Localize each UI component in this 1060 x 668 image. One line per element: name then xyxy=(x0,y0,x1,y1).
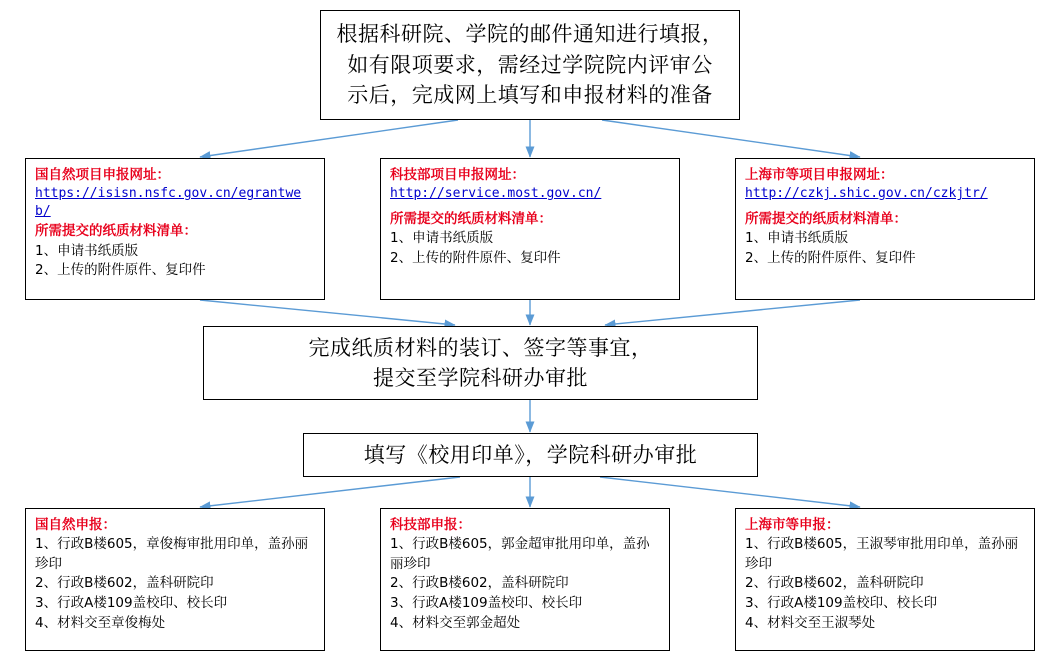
mid-box-1-line-1: 完成纸质材料的装订、签字等事宜， xyxy=(308,335,653,360)
site-3-item-2: 2、上传的附件原件、复印件 xyxy=(745,249,916,266)
site-3-url[interactable]: http://czkj.shic.gov.cn/czkjtr/ xyxy=(745,186,988,202)
declare-3-item-1: 1、行政B楼605，王淑琴审批用印单，盖孙丽珍印 xyxy=(745,536,1019,572)
top-instruction-box xyxy=(320,10,740,120)
site-2-subtitle: 所需提交的纸质材料清单： xyxy=(390,210,552,227)
declare-1-title: 国自然申报： xyxy=(35,517,116,533)
site-1-title: 国自然项目申报网址： xyxy=(35,167,170,183)
declare-2-item-4: 4、材料交至郭金超处 xyxy=(390,614,521,631)
site-1-url[interactable]: https://isisn.nsfc.gov.cn/egrantweb/ xyxy=(35,186,302,219)
arrow-mid2-to-declare3 xyxy=(600,477,860,507)
site-3-item-1: 1、申请书纸质版 xyxy=(745,230,849,247)
top-box-line-3: 示后，完成网上填写和申报材料的准备 xyxy=(347,83,713,108)
declare-1-item-4: 4、材料交至章俊梅处 xyxy=(35,614,166,631)
site-3-title: 上海市等项目申报网址： xyxy=(745,167,894,183)
site-3-spacer xyxy=(745,203,1026,208)
declare-3-item-4: 4、材料交至王淑琴处 xyxy=(745,614,876,631)
site-box-kejibu xyxy=(380,158,680,300)
declare-2-item-2: 2、行政B楼602，盖科研院印 xyxy=(390,575,569,592)
declare-3-title: 上海市等申报： xyxy=(745,517,840,533)
arrow-mid2-to-declare1 xyxy=(200,477,460,507)
site-1-subtitle: 所需提交的纸质材料清单： xyxy=(35,223,197,240)
mid-box-binding-signature xyxy=(203,326,758,400)
site-2-title: 科技部项目申报网址： xyxy=(390,167,525,183)
site-1-item-2: 2、上传的附件原件、复印件 xyxy=(35,262,206,279)
declare-3-item-3: 3、行政A楼109盖校印、校长印 xyxy=(745,594,938,611)
site-1-item-1: 1、申请书纸质版 xyxy=(35,242,139,259)
declare-2-item-1: 1、行政B楼605，郭金超审批用印单，盖孙丽珍印 xyxy=(390,536,650,572)
declare-1-item-3: 3、行政A楼109盖校印、校长印 xyxy=(35,594,228,611)
declare-1-item-2: 2、行政B楼602，盖科研院印 xyxy=(35,575,214,592)
mid-box-seal-form xyxy=(303,433,758,477)
arrow-site3-to-mid1 xyxy=(605,300,860,325)
arrow-top-to-site3 xyxy=(602,120,860,157)
declare-box-shanghai xyxy=(735,508,1035,651)
site-2-item-2: 2、上传的附件原件、复印件 xyxy=(390,249,561,266)
declare-3-item-2: 2、行政B楼602，盖科研院印 xyxy=(745,575,924,592)
arrow-site1-to-mid1 xyxy=(200,300,455,325)
site-box-shanghai xyxy=(735,158,1035,300)
site-3-subtitle: 所需提交的纸质材料清单： xyxy=(745,210,907,227)
declare-box-guozi-ran xyxy=(25,508,325,651)
top-box-line-1: 根据科研院、学院的邮件通知进行填报， xyxy=(336,22,724,47)
site-box-guozi-ran xyxy=(25,158,325,300)
mid-box-1-line-2: 提交至学院科研办审批 xyxy=(373,366,588,390)
declare-box-kejibu xyxy=(380,508,670,651)
arrow-top-to-site1 xyxy=(200,120,458,157)
site-2-url[interactable]: http://service.most.gov.cn/ xyxy=(390,186,602,202)
site-2-spacer xyxy=(390,203,671,208)
declare-1-item-1: 1、行政B楼605，章俊梅审批用印单，盖孙丽珍印 xyxy=(35,536,309,572)
top-box-line-2: 如有限项要求，需经过学院院内评审公 xyxy=(347,52,713,77)
declare-2-title: 科技部申报： xyxy=(390,517,471,533)
mid-box-2-line-1: 填写《校用印单》，学院科研办审批 xyxy=(363,442,698,467)
declare-2-item-3: 3、行政A楼109盖校印、校长印 xyxy=(390,594,583,611)
site-2-item-1: 1、申请书纸质版 xyxy=(390,230,494,247)
